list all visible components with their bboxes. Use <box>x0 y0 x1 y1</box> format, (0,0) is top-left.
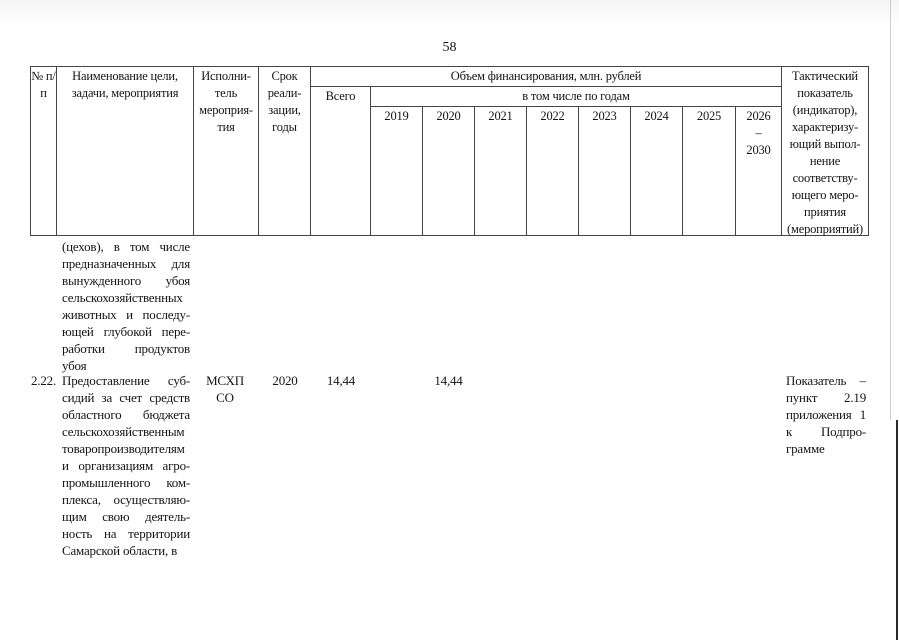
header-total: Всего <box>310 86 371 236</box>
header-name: Наименование цели, задачи, мероприятия <box>56 66 194 236</box>
header-year: 2020 <box>422 106 475 236</box>
header-num: № п/п <box>30 66 57 236</box>
header-year: 2023 <box>578 106 631 236</box>
header-year: 2026 – 2030 <box>735 106 782 236</box>
continuation-text: (цехов), в том числе предназначенных для вынужденного убоя сельскохозяйственных животных и последу-ющей глубокой пере-работки продуктов убоя <box>62 239 190 373</box>
header-year: 2025 <box>682 106 736 236</box>
scan-edge-right-faint <box>890 0 891 420</box>
page-number: 58 <box>442 40 457 55</box>
header-year: 2022 <box>526 106 579 236</box>
row-total: 14,44 <box>326 373 356 388</box>
header-funding: Объем финансирования, млн. рублей <box>310 66 782 87</box>
row-2020: 14,44 <box>434 373 463 388</box>
scan-edge-right <box>896 420 898 640</box>
header-term: Срок реали-зации, годы <box>258 66 311 236</box>
row-executor: МСХП СО <box>206 373 244 405</box>
header-year: 2019 <box>370 106 423 236</box>
header-indicator: Тактический показатель (индикатор), характеризу-ющий выпол-нение соответству-ющего меро-приятия (мероприятий) <box>781 66 869 236</box>
header-by-years: в том числе по годам <box>370 86 782 107</box>
header-year: 2021 <box>474 106 527 236</box>
header-executor: Исполни-тель мероприя-тия <box>193 66 259 236</box>
row-indicator: Показатель – пункт 2.19 приложения 1 к Подпро-грамме <box>786 373 866 456</box>
row-name: Предоставление суб-сидий за счет средств областного бюджета сельскохозяйственным товаропроизводителям и организациям агро-промышленного ком-плекса, осуществляю-щим свою деятель-ность на территории Самарской области, в <box>62 373 190 558</box>
scan-edge-top <box>0 0 899 26</box>
header-year: 2024 <box>630 106 683 236</box>
row-num: 2.22. <box>31 373 57 388</box>
row-term: 2020 <box>272 373 298 388</box>
